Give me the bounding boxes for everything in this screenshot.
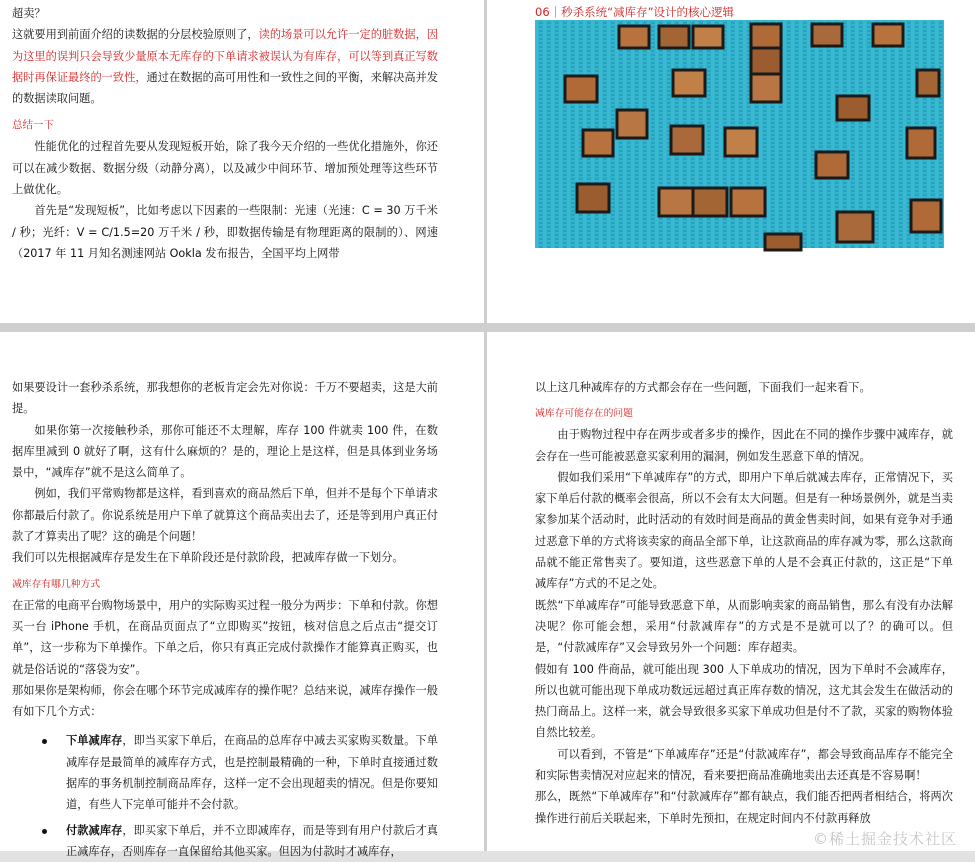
- chapter-header: 06｜秒杀系统“减库存”设计的核心逻辑: [535, 5, 735, 19]
- window: [765, 234, 801, 250]
- page-4-para-2: 由于购物过程中存在两步或者多步的操作，因此在不同的操作步骤中减库存，就会存在一些可能被恶意买家利用的漏洞，例如发生恶意下单的情况。: [535, 428, 953, 463]
- page-4-text: [535, 377, 953, 829]
- page-3: [0, 332, 484, 858]
- window: [565, 76, 597, 102]
- para-plain: 这就要用到前面介绍的读数据的分层校验原则了，: [12, 28, 259, 42]
- page-3-para-4: 我们可以先根据减库存是发生在下单阶段还是付款阶段，把减库存做一下划分。: [12, 551, 404, 565]
- window: [917, 70, 939, 96]
- page-1-para-1: [12, 24, 438, 109]
- window: [583, 130, 613, 156]
- window: [911, 200, 941, 232]
- page-3-para-6: 那如果你是架构师，你会在哪个环节完成减库存的操作呢？总结来说，减库存操作一般有如下几个方式：: [12, 683, 438, 719]
- window: [751, 24, 781, 48]
- para-tail: 通过在数据的高可用性和一致性之间的平衡，来解决高并发的数据读取问题。: [12, 70, 438, 106]
- window: [837, 212, 873, 242]
- window: [751, 74, 781, 102]
- page-3-text: [12, 377, 438, 862]
- bullet-item-payment-deduct: [12, 820, 438, 862]
- bullet-term: 付款减库存: [66, 823, 123, 837]
- page-3-para-2: 如果你第一次接触秒杀，那你可能还不太理解，库存 100 件就卖 100 件，在数据库里减到 0 就好了啊，这有什么麻烦的？是的，理论上是这样，但是具体到业务场景中，“减库存”就不是这么简单了。: [12, 423, 438, 480]
- section-title-methods: 减库存有哪几种方式: [12, 578, 101, 590]
- page-4-para-1: 以上这几种减库存的方式都会存在一些问题，下面我们一起来看下。: [535, 381, 871, 394]
- page-1-para-2: 性能优化的过程首先要从发现短板开始，除了我今天介绍的一些优化措施外，你还可以在减少数据、数据分级（动静分离），以及减少中间环节、增加预处理等这些环节上做优化。: [12, 140, 438, 197]
- window: [577, 184, 609, 212]
- page-1-para-3: 首先是“发现短板”，比如考虑以下因素的一些限制：光速（光速：C = 30 万千米 / 秒；光纤：V = C/1.5=20 万千米 / 秒，即数据传输是有物理距离的限制的）、网速（2017 年 11 月知名测速网站 Ookla 发布报告，全国平均上网带: [12, 204, 438, 260]
- window: [659, 188, 693, 216]
- bullet-term: 下单减库存: [66, 734, 123, 748]
- section-title-issues: 减库存可能存在的问题: [535, 408, 633, 420]
- window: [907, 128, 935, 158]
- page-2: [487, 0, 975, 323]
- window: [731, 188, 765, 216]
- watermark: ©稀土掘金技术社区: [812, 830, 957, 848]
- window: [816, 152, 848, 178]
- window: [751, 48, 781, 74]
- page-1: [0, 0, 484, 323]
- page-4-para-4: 既然“下单减库存”可能导致恶意下单，从而影响卖家的商品销售，那么有没有办法解决呢？你可能会想，采用“付款减库存”的方式是不是就可以了？的确可以。但是，“付款减库存”又会导致另外一个问题：库存超卖。: [535, 598, 953, 655]
- window: [617, 110, 647, 138]
- window: [812, 24, 842, 46]
- window: [873, 24, 903, 46]
- bullet-text: ，即当买家下单后，在商品的总库存中减去买家购买数量。下单减库存是最简单的减库存方式，也是控制最精确的一种，下单时直接通过数据库的事务机制控制商品库存，这样一定不会出现超卖的情况。但是你要知道，有些人下完单可能并不会付款。: [66, 734, 438, 812]
- page-4-para-6: 可以看到，不管是“下单减库存”还是“付款减库存”，都会导致商品库存不能完全和实际售卖情况对应起来的情况，看来要把商品准确地卖出去还真是不容易啊！: [535, 747, 953, 783]
- window: [693, 188, 727, 216]
- bullet-dot-icon: [42, 829, 47, 834]
- page-3-para-3: 例如，我们平常购物都是这样，看到喜欢的商品然后下单，但并不是每个下单请求你都最后付款了。你说系统是用户下单了就算这个商品卖出去了，还是等到用户真正付款了才算卖出了呢？这的确是个问题！: [12, 487, 438, 544]
- page-4: [487, 332, 975, 851]
- building-photo: [535, 20, 944, 248]
- window: [837, 96, 869, 120]
- window: [671, 126, 703, 154]
- page-1-line-top: 超卖？: [12, 7, 46, 20]
- window: [673, 70, 705, 96]
- page-4-para-3: 假如我们采用“下单减库存”的方式，即用户下单后就减去库存，正常情况下，买家下单后付款的概率会很高，所以不会有太大问题。但是有一种场景例外，就是当卖家参加某个活动时，此时活动的有效时间是商品的黄金售卖时间，如果有竞争对手通过恶意下单的方式将该卖家的商品全部下单，让这款商品的库存减为零，那么这款商品就不能正常售卖了。要知道，这些恶意下单的人是不会真正付款的，这正是“下单减库存”方式的不足之处。: [535, 470, 953, 591]
- window: [693, 26, 723, 48]
- bullet-item-order-deduct: [12, 730, 438, 815]
- page-4-para-5: 假如有 100 件商品，就可能出现 300 人下单成功的情况，因为下单时不会减库存，所以也就可能出现下单成功数远远超过真正库存数的情况，这尤其会发生在做活动的热门商品上。这样一来，就会导致很多买家下单成功但是付不了款，买家的购物体验自然比较差。: [535, 662, 953, 740]
- para-highlight: 读的场景可以允许一定的脏数据，因为这里的误判只会导致少量原本无库存的下单请求被误认为有库存，可以等到真正写数据时再保证最终的一致性，: [12, 28, 438, 84]
- window: [659, 26, 689, 48]
- page-3-para-5: 在正常的电商平台购物场景中，用户的实际购买过程一般分为两步：下单和付款。你想买一台 iPhone 手机，在商品页面点了“立即购买”按钮，核对信息之后点击“提交订单”，这一步称为下单操作。下单之后，你只有真正完成付款操作才能算真正购买，也就是俗话说的“落袋为安”。: [12, 598, 438, 676]
- window: [619, 26, 649, 48]
- bullet-text: ，即买家下单后，并不立即减库存，而是等到有用户付款后才真正减库存，否则库存一直保留给其他买家。但因为付款时才减库存，: [66, 823, 438, 858]
- section-title-summary: 总结一下: [12, 119, 54, 132]
- window: [725, 128, 757, 156]
- page-1-text: [12, 3, 438, 264]
- page-4-para-7: 那么，既然“下单减库存”和“付款减库存”都有缺点，我们能否把两者相结合，将两次操作进行前后关联起来，下单时先预扣，在规定时间内不付款再释放: [535, 790, 953, 825]
- page-3-para-1: 如果要设计一套秒杀系统，那我想你的老板肯定会先对你说：千万不要超卖，这是大前提。: [12, 381, 438, 416]
- page-gutter-horizontal: [0, 323, 975, 332]
